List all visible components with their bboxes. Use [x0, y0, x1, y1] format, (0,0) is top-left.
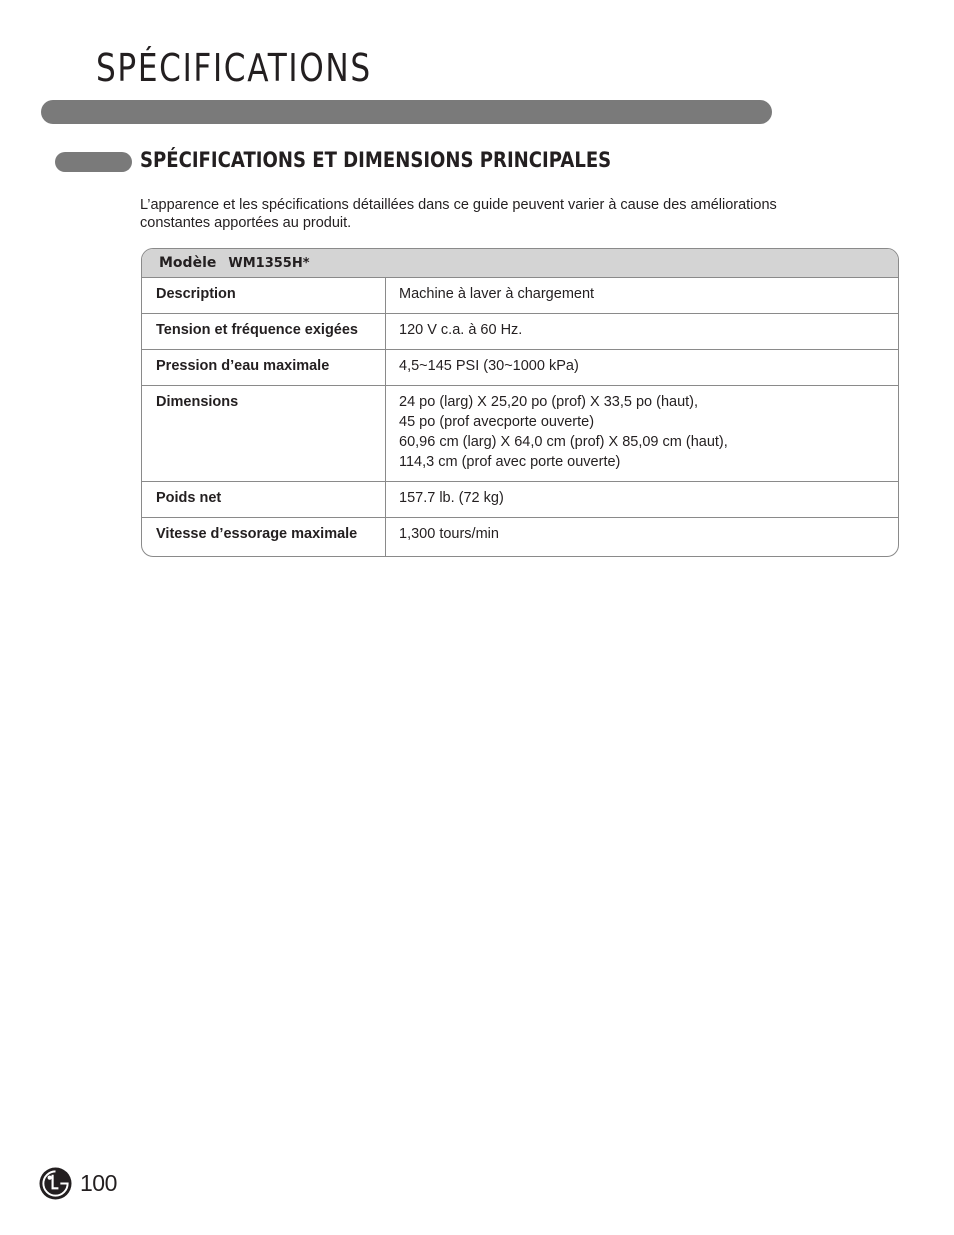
intro-paragraph — [140, 196, 840, 232]
model-label: Modèle — [159, 255, 217, 271]
value-line: 60,96 cm (larg) X 64,0 cm (prof) X 85,09 cm (haut), — [399, 434, 728, 450]
row-value-net-weight — [386, 482, 898, 517]
section-heading: SPÉCIFICATIONS ET DIMENSIONS PRINCIPALES — [140, 148, 612, 172]
value-line: 114,3 cm (prof avec porte ouverte) — [399, 454, 621, 470]
intro-line-2: constantes apportées au produit. — [140, 215, 352, 231]
value-line: Machine à laver à chargement — [399, 286, 595, 302]
row-value-description — [386, 278, 898, 313]
model-header — [142, 249, 898, 278]
page-number: 100 — [80, 1170, 117, 1196]
section-marker-pill — [55, 152, 132, 172]
table-row — [142, 314, 898, 350]
value-line: 1,300 tours/min — [399, 526, 499, 542]
row-label-voltage: Tension et fréquence exigées — [142, 314, 386, 349]
row-label-spin-speed: Vitesse d’essorage maximale — [142, 518, 386, 556]
table-row — [142, 518, 898, 556]
row-label-net-weight: Poids net — [142, 482, 386, 517]
value-line: 157.7 lb. (72 kg) — [399, 490, 504, 506]
table-row — [142, 482, 898, 518]
page-title: SPÉCIFICATIONS — [96, 46, 372, 90]
row-value-voltage — [386, 314, 898, 349]
row-value-water-pressure — [386, 350, 898, 385]
specifications-table — [141, 248, 899, 557]
title-underline-bar — [41, 100, 772, 124]
row-label-water-pressure: Pression d’eau maximale — [142, 350, 386, 385]
table-row — [142, 386, 898, 482]
value-line: 120 V c.a. à 60 Hz. — [399, 322, 523, 338]
value-line: 4,5~145 PSI (30~1000 kPa) — [399, 358, 579, 374]
model-value: WM1355H* — [228, 255, 310, 271]
lg-logo-icon — [39, 1167, 72, 1200]
value-line: 24 po (larg) X 25,20 po (prof) X 33,5 po (haut), — [399, 394, 699, 410]
row-value-dimensions — [386, 386, 898, 481]
table-row — [142, 350, 898, 386]
value-line: 45 po (prof avecporte ouverte) — [399, 414, 595, 430]
row-value-spin-speed — [386, 518, 898, 556]
intro-line-1: L’apparence et les spécifications détaillées dans ce guide peuvent varier à cause des améliorations — [140, 197, 777, 213]
row-label-dimensions: Dimensions — [142, 386, 386, 481]
row-label-description: Description — [142, 278, 386, 313]
page-footer — [39, 1167, 117, 1200]
table-row — [142, 278, 898, 314]
